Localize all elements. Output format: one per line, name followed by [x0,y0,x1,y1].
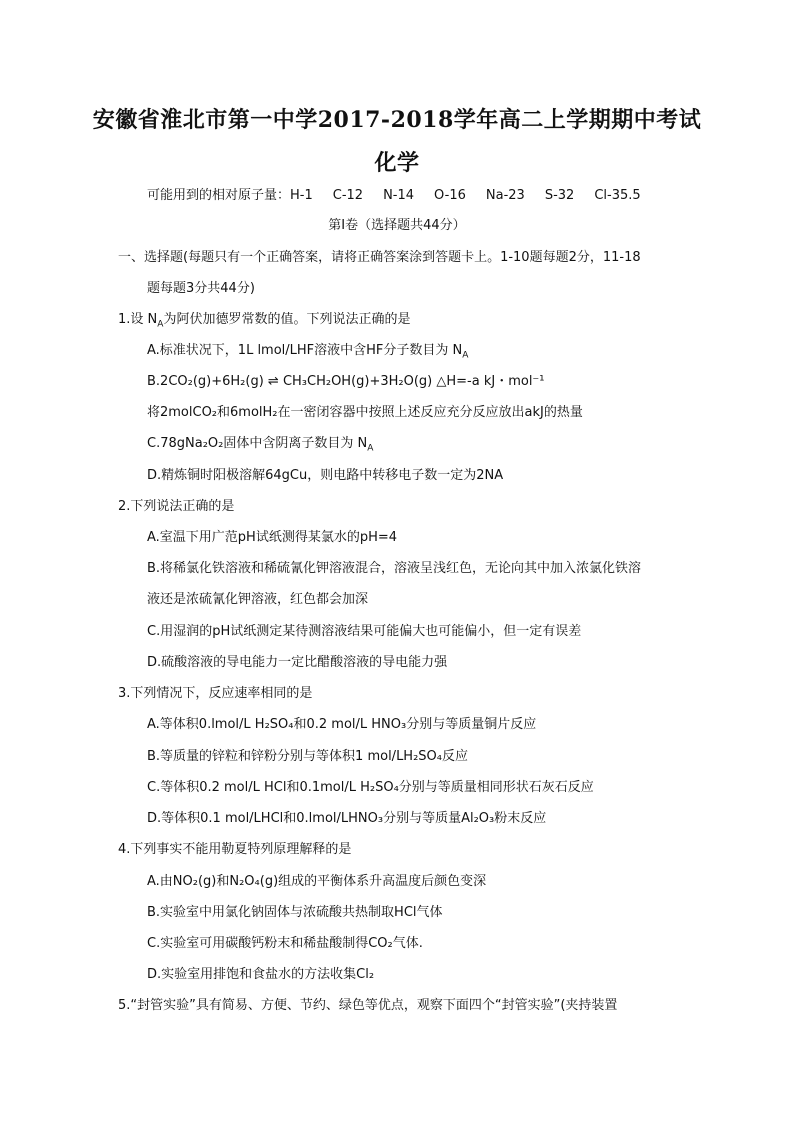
section-instructions-line1: 一、选择题(每题只有一个正确答案，请将正确答案涂到答题卡上。1-10题每题2分，11-18 [118,250,641,265]
q4-option-c: C.实验室可用碳酸钙粉末和稀盐酸制得CO₂气体. [147,936,423,951]
q1-stem: 1.设 $N_A$为阿伏加德罗常数的值。下列说法正确的是 [118,312,411,330]
atomic-mass-line [147,187,641,205]
section-instructions-line2: 题每题3分共44分) [147,281,255,296]
mass-c: C-12 [332,188,364,203]
q5-stem: 5.“封管实验”具有简易、方便、节约、绿色等优点，观察下面四个“封管实验”(夹持装置 [118,998,618,1013]
q2-option-a: A.室温下用广范pH试纸测得某氯水的pH=4 [147,530,398,545]
q3-option-b: B.等质量的锌粒和锌粉分别与等体积1 mol/LH₂SO₄反应 [147,749,468,764]
mass-s: S-32 [544,188,575,203]
q2-option-d: D.硫酸溶液的导电能力一定比醋酸溶液的导电能力强 [147,655,448,670]
mass-na: Na-23 [485,188,525,203]
mass-o: O-16 [434,188,466,203]
q3-stem: 3.下列情况下，反应速率相同的是 [118,686,313,701]
q4-option-d: D.实验室用排饱和食盐水的方法收集Cl₂ [147,967,375,982]
q3-option-d: D.等体积0.1 mol/LHCl和0.lmol/LHNO₃分别与等质量Al₂O₃粉末反应 [147,811,547,826]
q1-option-d: D.精炼铜时阳极溶解64gCu，则电路中转移电子数一定为2NA [147,468,504,483]
q4-option-a: A.由NO₂(g)和N₂O₄(g)组成的平衡体系升高温度后颜色变深 [147,874,487,889]
q2-stem: 2.下列说法正确的是 [118,499,235,514]
mass-h: H-1 [290,188,313,203]
q1-option-b-cont: 将2molCO₂和6molH₂在一密闭容器中按照上述反应充分反应放出akJ的热量 [147,405,583,420]
atomic-mass-label: 可能用到的相对原子量： [147,188,291,203]
q1-option-a: A.标准状况下，1L lmol/LHF溶液中含HF分子数目为 $N_A$ [147,343,469,361]
q3-option-a: A.等体积0.lmol/L H₂SO₄和0.2 mol/L HNO₃分别与等质量铜片反应 [147,717,537,732]
q4-stem: 4.下列事实不能用勒夏特列原理解释的是 [118,842,352,857]
exam-title: 安徽省淮北市第一中学2017-2018学年高二上学期期中考试 [92,107,702,133]
mass-cl: Cl-35.5 [594,188,641,203]
q2-option-b-cont: 液还是浓硫氰化钾溶液，红色都会加深 [147,592,369,607]
atomic-mass-list [290,188,641,203]
volume-header: 第Ⅰ卷（选择题共44分） [328,218,466,233]
q2-option-b: B.将稀氯化铁溶液和稀硫氰化钾溶液混合，溶液呈浅红色，无论向其中加入浓氯化铁溶 [147,561,642,576]
q2-option-c: C.用湿润的pH试纸测定某待测溶液结果可能偏大也可能偏小，但一定有误差 [147,624,582,639]
q4-option-b: B.实验室中用氯化钠固体与浓硫酸共热制取HCl气体 [147,905,443,920]
q3-option-c: C.等体积0.2 mol/L HCl和0.1mol/L H₂SO₄分别与等质量相同形状石灰石反应 [147,780,594,795]
subject-title: 化学 [374,150,420,176]
mass-n: N-14 [383,188,415,203]
q1-option-c: C.78gNa₂O₂固体中含阴离子数目为 $N_A$ [147,436,374,454]
q1-option-b: B.2CO₂(g)+6H₂(g) ⇌ CH₃CH₂OH(g)+3H₂O(g) △H=-a kJ・mol⁻¹ [147,374,545,389]
